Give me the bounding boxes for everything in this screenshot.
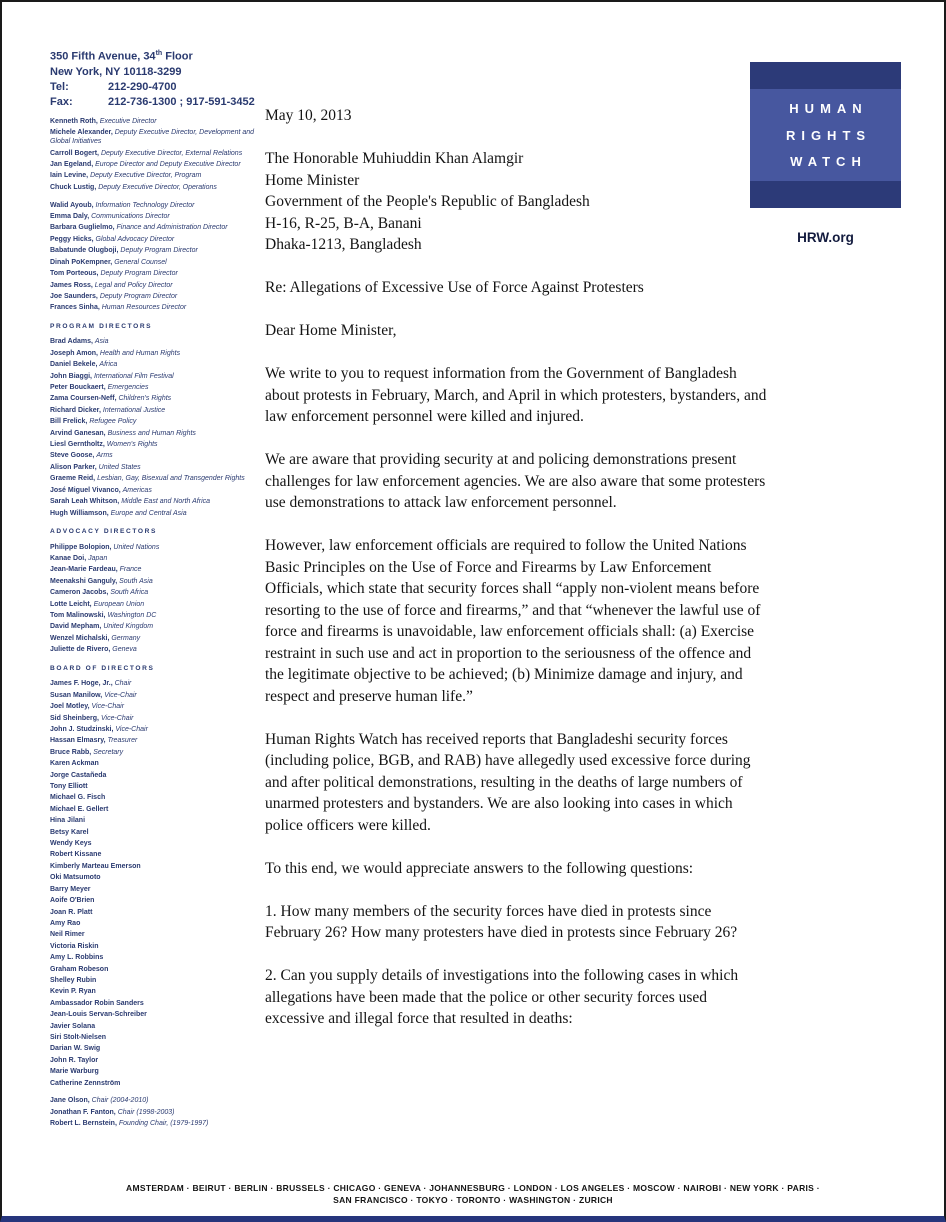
staff-item (50, 726, 262, 735)
staff-item (50, 1011, 262, 1020)
staff-item (50, 350, 262, 359)
staff-item (50, 487, 262, 496)
staff-name: Jan Egeland, (50, 161, 94, 169)
staff-title: Human Resources Director (101, 304, 187, 312)
staff-item (50, 954, 262, 963)
staff-title: Chair (114, 680, 132, 688)
staff-title: Washington DC (107, 612, 157, 620)
recipient-line: Dhaka-1213, Bangladesh (265, 236, 422, 253)
staff-name: Peggy Hicks, (50, 235, 94, 243)
staff-title: Deputy Program Director (100, 270, 178, 278)
staff-title: Emergencies (107, 384, 149, 392)
staff-title: Japan (88, 555, 108, 563)
staff-name: Jorge Castañeda (50, 771, 107, 779)
staff-name: Tom Malinowski, (50, 612, 106, 620)
staff-title: Europe and Central Asia (110, 509, 187, 517)
staff-item (50, 202, 262, 211)
fax-label: Fax: (50, 95, 73, 108)
staff-title: Geneva (112, 646, 137, 654)
letter-paragraph: 2. Can you supply details of investigations into the following cases in which allegations have been made that the police or other security forces used excessive and illegal force that resulted in deaths: (265, 967, 739, 1027)
staff-title: Global Advocacy Director (95, 235, 175, 243)
staff-name: Michael G. Fisch (50, 794, 106, 802)
staff-name: Chuck Lustig, (50, 183, 97, 191)
staff-item (50, 863, 262, 872)
staff-item (50, 783, 262, 792)
staff-title: Lesbian, Gay, Bisexual and Transgender Rights (97, 475, 245, 483)
staff-title: United States (98, 463, 141, 471)
staff-item (50, 1057, 262, 1066)
staff-name: Brad Adams, (50, 338, 93, 346)
staff-name: Peter Bouckaert, (50, 384, 106, 392)
staff-name: John Biaggi, (50, 372, 92, 380)
address-line-2: New York, NY 10118-3299 (50, 65, 182, 78)
letter-paragraph: To this end, we would appreciate answers to the following questions: (265, 859, 694, 877)
sidebar-section (50, 665, 262, 1088)
staff-item (50, 224, 262, 233)
staff-item (50, 623, 262, 632)
staff-item (50, 920, 262, 929)
letter-paragraph: Human Rights Watch has received reports that Bangladeshi security forces (including police, BGB, and RAB) have allegedly used excessive force during and after political demonstrations, resulting in the deaths of large numbers of unarmed protesters and bystanders. We are also looking into cases in which police officers were killed. (265, 730, 751, 834)
staff-item (50, 452, 262, 461)
staff-title: General Counsel (114, 258, 167, 266)
staff-item (50, 555, 262, 564)
staff-name: Walid Ayoub, (50, 201, 94, 209)
staff-title: Refugee Policy (89, 418, 137, 426)
footer-cities-line-2: SAN FRANCISCO · TOKYO · TORONTO · WASHINGTON · ZURICH (333, 1194, 613, 1205)
staff-title: Germany (111, 634, 141, 642)
letter-paragraph: However, law enforcement officials are required to follow the United Nations Basic Principles on the Use of Force and Firearms by Law Enforcement Officials, which state that security forces shall “apply non-violent means before resorting to the use of force and firearms,” and that “whenever the lawful use of force and firearms is unavoidable, law enforcement officials shall: (a) Exercise restraint in such use and act in proportion to the seriousness of the offence and the legitimate objective to be achieved; (b) Minimize damage and injury, and respect and preserve human life.” (265, 537, 761, 705)
staff-title: Deputy Program Director (99, 292, 178, 300)
staff-item (50, 977, 262, 986)
staff-name: Bruce Rabb, (50, 748, 92, 756)
staff-name: Jean-Marie Fardeau, (50, 566, 118, 574)
staff-name: Neil Rimer (50, 931, 85, 939)
address-line-1: 350 Fifth Avenue, 34th Floor (50, 50, 193, 63)
staff-item (50, 578, 262, 587)
staff-item (50, 510, 262, 519)
staff-title: Deputy Executive Director, Development and Global Initiatives (50, 129, 255, 146)
staff-name: Kevin P. Ryan (50, 988, 96, 996)
staff-title: Deputy Executive Director, Program (90, 172, 202, 180)
staff-item (50, 749, 262, 758)
staff-item (50, 966, 262, 975)
recipient-block (265, 148, 767, 256)
hrw-org-url: HRW.org (797, 230, 854, 245)
staff-title: Deputy Executive Director, External Relations (100, 149, 243, 157)
logo-word-human: HUMAN (789, 100, 868, 116)
staff-item (50, 680, 262, 689)
staff-item (50, 373, 262, 382)
staff-name: Hugh Williamson, (50, 509, 109, 517)
recipient-line: Home Minister (265, 171, 360, 189)
staff-item (50, 829, 262, 838)
staff-item (50, 464, 262, 473)
staff-item (50, 601, 262, 610)
staff-item (50, 1068, 262, 1077)
staff-title: Americas (122, 486, 152, 494)
staff-name: Carroll Bogert, (50, 149, 100, 157)
staff-title: United Kingdom (103, 623, 154, 631)
footer-cities-line-1: AMSTERDAM · BEIRUT · BERLIN · BRUSSELS · CHICAGO · GENEVA · JOHANNESBURG · LONDON · LOS ANGELES · MOSCOW · NAIROBI · NEW YORK · PARIS · (126, 1183, 820, 1193)
staff-name: Robert Kissane (50, 851, 102, 859)
staff-item (50, 1097, 262, 1106)
hrw-logo (750, 62, 901, 208)
staff-item (50, 395, 262, 404)
staff-name: Iain Levine, (50, 172, 89, 180)
recipient-line: H-16, R-25, B-A, Banani (265, 214, 422, 232)
staff-item (50, 247, 262, 256)
salutation: Dear Home Minister, (265, 322, 397, 339)
letter-paragraph: 1. How many members of the security forces have died in protests since February 26? How many protesters have died in protests since February 26? (265, 902, 738, 941)
staff-title: Secretary (93, 748, 124, 756)
staff-title: Information Technology Director (95, 201, 195, 209)
tel-label: Tel: (50, 80, 69, 93)
staff-item (50, 715, 262, 724)
staff-item (50, 475, 262, 484)
staff-item (50, 338, 262, 347)
staff-title: Health and Human Rights (99, 349, 181, 357)
staff-item (50, 150, 262, 159)
letter-body (265, 105, 767, 1051)
staff-title: Legal and Policy Director (94, 281, 173, 289)
tel-value: 212-290-4700 (108, 80, 177, 93)
staff-item (50, 943, 262, 952)
staff-name: Betsy Karel (50, 828, 89, 836)
staff-name: Joan R. Platt (50, 908, 93, 916)
staff-name: Robert L. Bernstein, (50, 1120, 117, 1128)
staff-name: Jonathan F. Fanton, (50, 1108, 116, 1116)
sidebar-section (50, 323, 262, 518)
staff-title: Vice-Chair (115, 726, 148, 734)
staff-title: Founding Chair, (1979-1997) (118, 1120, 209, 1128)
staff-item (50, 161, 262, 170)
staff-name: Zama Coursen-Neff, (50, 395, 117, 403)
staff-name: Richard Dicker, (50, 406, 101, 414)
fax-row (50, 95, 290, 110)
staff-title: Europe Director and Deputy Executive Director (95, 161, 241, 169)
logo-wordmark (750, 89, 901, 181)
staff-item (50, 612, 262, 621)
staff-name: Kanae Doi, (50, 555, 87, 563)
sidebar-section (50, 528, 262, 655)
staff-title: Women's Rights (106, 441, 158, 449)
staff-name: Hina Jilani (50, 817, 86, 825)
staff-name: Wenzel Michalski, (50, 634, 110, 642)
staff-item (50, 361, 262, 370)
staff-name: Philippe Bolopion, (50, 543, 112, 551)
staff-title: Business and Human Rights (107, 429, 196, 437)
staff-title: Communications Director (91, 213, 170, 221)
staff-title: Arms (96, 452, 113, 460)
staff-item (50, 172, 262, 181)
staff-item (50, 931, 262, 940)
staff-item (50, 213, 262, 222)
staff-item (50, 236, 262, 245)
staff-item (50, 118, 262, 127)
staff-item (50, 407, 262, 416)
sidebar-section (50, 1097, 262, 1129)
staff-name: John R. Taylor (50, 1056, 99, 1064)
sidebar-section-heading: PROGRAM DIRECTORS (50, 323, 153, 331)
staff-title: Deputy Executive Director, Operations (98, 183, 217, 191)
logo-word-rights: RIGHTS (785, 127, 872, 143)
hrw-logo-area (750, 62, 901, 245)
staff-item (50, 703, 262, 712)
staff-item (50, 1109, 262, 1118)
staff-item (50, 817, 262, 826)
sidebar-section-heading: ADVOCACY DIRECTORS (50, 528, 157, 536)
staff-name: Alison Parker, (50, 463, 97, 471)
sidebar-section-heading: BOARD OF DIRECTORS (50, 665, 155, 673)
staff-item (50, 544, 262, 553)
staff-item (50, 909, 262, 918)
staff-title: South Asia (119, 577, 153, 585)
staff-name: Juliette de Rivero, (50, 646, 111, 654)
staff-title: International Film Festival (93, 372, 174, 380)
staff-title: Vice-Chair (100, 714, 134, 722)
staff-item (50, 184, 262, 193)
staff-name: Steve Goose, (50, 452, 95, 460)
staff-name: Siri Stolt-Nielsen (50, 1033, 107, 1041)
staff-item (50, 304, 262, 313)
staff-name: John J. Studzinski, (50, 726, 114, 734)
staff-item (50, 430, 262, 439)
staff-item (50, 794, 262, 803)
staff-name: Joseph Amon, (50, 349, 98, 357)
sidebar-section (50, 202, 262, 313)
staff-title: Finance and Administration Director (116, 224, 228, 232)
staff-title: Chair (1998-2003) (117, 1108, 175, 1116)
staff-name: Hassan Elmasry, (50, 737, 106, 745)
staff-item (50, 897, 262, 906)
staff-title: Treasurer (107, 737, 138, 745)
tel-row (50, 80, 290, 95)
staff-name: Emma Daly, (50, 213, 90, 221)
staff-title: Deputy Program Director (120, 247, 198, 255)
staff-item (50, 1023, 262, 1032)
paragraphs (265, 363, 767, 1030)
recipient-line: The Honorable Muhiuddin Khan Alamgir (265, 150, 524, 167)
staff-item (50, 806, 262, 815)
logo-top-band (750, 62, 901, 89)
staff-name: Jane Olson, (50, 1097, 90, 1105)
staff-title: Africa (99, 361, 118, 369)
staff-item (50, 384, 262, 393)
staff-item (50, 1000, 262, 1009)
staff-title: South Africa (110, 589, 149, 597)
staff-name: Lotte Leicht, (50, 600, 92, 608)
staff-name: Tony Elliott (50, 783, 88, 791)
staff-title: Children's Rights (118, 395, 172, 403)
staff-name: Arvind Ganesan, (50, 429, 106, 437)
staff-name: Meenakshi Ganguly, (50, 577, 118, 585)
staff-name: Amy Rao (50, 919, 81, 927)
staff-item (50, 1080, 262, 1089)
staff-item (50, 1045, 262, 1054)
staff-item (50, 840, 262, 849)
staff-item (50, 259, 262, 268)
staff-name: Shelley Rubin (50, 976, 97, 984)
staff-item (50, 441, 262, 450)
staff-name: Tom Porteous, (50, 270, 99, 278)
subject-line: Re: Allegations of Excessive Use of Force Against Protesters (265, 279, 644, 296)
staff-name: Victoria Riskin (50, 942, 99, 950)
staff-item (50, 1120, 262, 1129)
staff-item (50, 566, 262, 575)
staff-name: Michele Alexander, (50, 129, 113, 137)
staff-name: Karen Ackman (50, 760, 99, 768)
staff-name: Jean-Louis Servan-Schreiber (50, 1011, 147, 1019)
staff-title: European Union (93, 600, 145, 608)
staff-name: Ambassador Robin Sanders (50, 999, 144, 1007)
staff-name: Graham Robeson (50, 965, 109, 973)
staff-name: Sarah Leah Whitson, (50, 498, 120, 506)
staff-item (50, 418, 262, 427)
staff-name: Joel Motley, (50, 703, 90, 711)
staff-item (50, 635, 262, 644)
staff-title: Asia (94, 338, 109, 346)
staff-name: Michael E. Gellert (50, 805, 109, 813)
staff-name: Barbara Guglielmo, (50, 224, 115, 232)
staff-title: Vice-Chair (104, 691, 137, 699)
fax-value: 212-736-1300 ; 917-591-3452 (108, 95, 255, 108)
staff-item (50, 282, 262, 291)
sidebar-section (50, 118, 262, 193)
staff-item (50, 692, 262, 701)
staff-name: Oki Matsumoto (50, 874, 101, 882)
staff-name: Babatunde Olugboji, (50, 247, 119, 255)
staff-name: Bill Frelick, (50, 418, 88, 426)
staff-name: Daniel Bekele, (50, 361, 98, 369)
footer-cities (2, 1183, 944, 1206)
staff-name: José Miguel Vivanco, (50, 486, 121, 494)
staff-name: Marie Warburg (50, 1068, 99, 1076)
recipient-line: Government of the People's Republic of Bangladesh (265, 193, 590, 210)
contact-block (50, 46, 290, 110)
staff-item (50, 988, 262, 997)
staff-name: David Mepham, (50, 623, 102, 631)
staff-name: Wendy Keys (50, 840, 92, 848)
letter-date: May 10, 2013 (265, 107, 352, 124)
staff-name: Sid Sheinberg, (50, 714, 100, 722)
staff-name: Susan Manilow, (50, 691, 103, 699)
staff-name: Barry Meyer (50, 885, 91, 893)
staff-title: Executive Director (99, 118, 157, 125)
staff-name: Catherine Zennström (50, 1079, 121, 1087)
staff-name: James Ross, (50, 281, 93, 289)
staff-name: Liesl Gerntholtz, (50, 441, 105, 449)
staff-name: Graeme Reid, (50, 475, 96, 483)
staff-item (50, 1034, 262, 1043)
staff-name: Kimberly Marteau Emerson (50, 862, 141, 870)
staff-item (50, 886, 262, 895)
staff-title: International Justice (102, 406, 166, 414)
staff-item (50, 498, 262, 507)
staff-item (50, 129, 262, 147)
staff-name: Javier Solana (50, 1022, 96, 1030)
staff-title: France (119, 566, 142, 574)
staff-name: James F. Hoge, Jr., (50, 680, 113, 688)
staff-item (50, 760, 262, 769)
staff-name: Darian W. Swig (50, 1045, 101, 1053)
staff-sidebar (50, 118, 262, 1138)
staff-item (50, 851, 262, 860)
staff-item (50, 772, 262, 781)
staff-item (50, 874, 262, 883)
staff-title: United Nations (113, 543, 160, 551)
letter-paragraph: We are aware that providing security at and policing demonstrations present challenges for law enforcement agencies. We are also aware that some protesters use demonstrations to attack law enforcement personnel. (265, 451, 766, 511)
staff-name: Aoife O'Brien (50, 897, 95, 905)
staff-name: Cameron Jacobs, (50, 589, 109, 597)
staff-item (50, 293, 262, 302)
staff-name: Amy L. Robbins (50, 954, 104, 962)
staff-item (50, 646, 262, 655)
letter-paragraph: We write to you to request information from the Government of Bangladesh about protests in February, March, and April in which protesters, bystanders, and law enforcement personnel were killed and injured. (265, 365, 767, 425)
staff-title: Chair (2004-2010) (91, 1097, 149, 1105)
staff-name: Dinah PoKempner, (50, 258, 113, 266)
staff-title: Middle East and North Africa (121, 498, 211, 506)
staff-item (50, 737, 262, 746)
staff-name: Kenneth Roth, (50, 118, 98, 125)
logo-bottom-band (750, 181, 901, 208)
staff-item (50, 270, 262, 279)
logo-word-watch: WATCH (790, 154, 867, 170)
staff-item (50, 589, 262, 598)
staff-name: Joe Saunders, (50, 292, 98, 300)
staff-title: Vice-Chair (91, 703, 125, 711)
staff-name: Frances Sinha, (50, 304, 100, 312)
